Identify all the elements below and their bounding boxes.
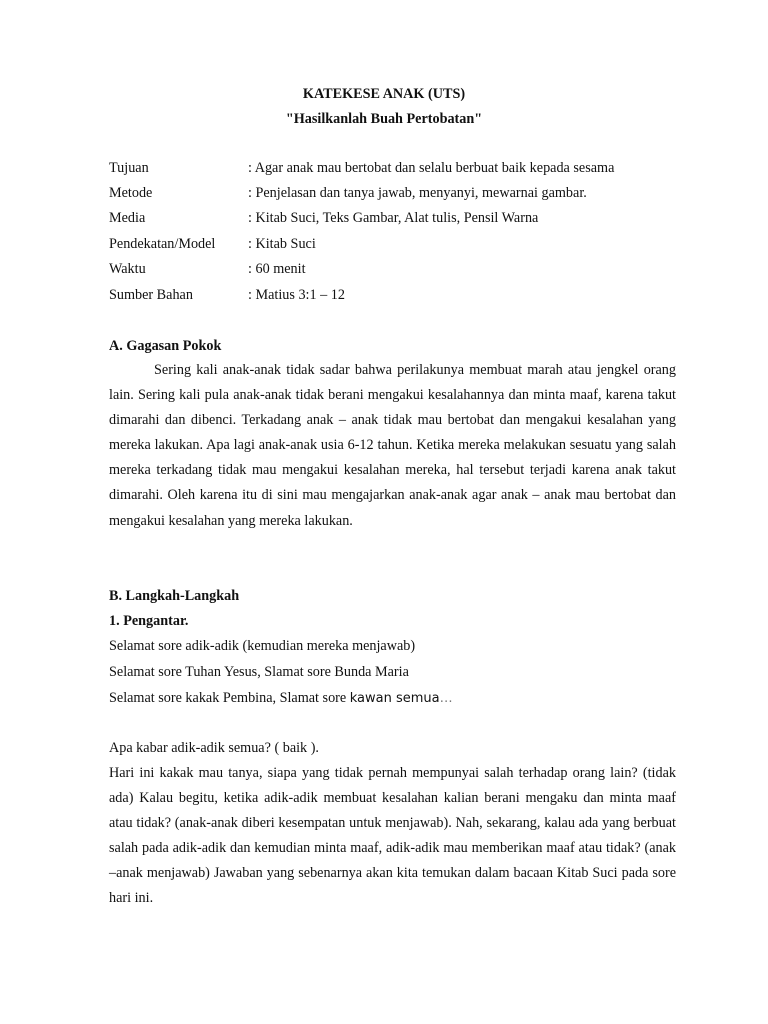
ellipsis: … xyxy=(439,691,453,706)
info-label: Media xyxy=(109,210,146,226)
document-title: KATEKESE ANAK (UTS) xyxy=(302,86,466,102)
document-subtitle: "Hasilkanlah Buah Pertobatan" xyxy=(285,111,483,127)
info-value: : Kitab Suci, Teks Gambar, Alat tulis, Pensil Warna xyxy=(248,210,539,226)
pengantar-heading: 1. Pengantar. xyxy=(109,613,189,629)
section-b-paragraph: Hari ini kakak mau tanya, siapa yang tidak pernah mempunyai salah terhadap orang lain? (tidak ada) Kalau begitu, ketika adik-adik membuat kesalahan kalian berani mengaku dan minta maaf atau tidak? (anak-anak diberi kesempatan untuk menjawab). Nah, sekarang, kalau ada yang berbuat salah pada adik-adik dan kemudian minta maaf, adik-adik mau memberikan maaf atau tidak? (anak –anak menjawab) Jawaban yang sebenarnya akan kita temukan dalam bacaan Kitab Suci pada sore hari ini. xyxy=(109,765,676,907)
section-a-heading: A. Gagasan Pokok xyxy=(109,338,222,354)
section-b-heading: B. Langkah-Langkah xyxy=(109,588,240,604)
question-line: Apa kabar adik-adik semua? ( baik ). xyxy=(109,740,319,756)
greeting-text-sans: kawan semua xyxy=(349,691,440,706)
info-value: : Penjelasan dan tanya jawab, menyanyi, mewarnai gambar. xyxy=(248,185,587,201)
info-label: Pendekatan/Model xyxy=(109,236,216,252)
info-value: : Agar anak mau bertobat dan selalu berbuat baik kepada sesama xyxy=(248,160,615,176)
greeting-line xyxy=(109,690,453,707)
info-label: Sumber Bahan xyxy=(109,287,193,303)
greeting-line: Selamat sore Tuhan Yesus, Slamat sore Bunda Maria xyxy=(109,664,409,680)
info-label: Metode xyxy=(109,185,153,201)
info-value: : 60 menit xyxy=(248,261,306,277)
info-value: : Kitab Suci xyxy=(248,236,316,252)
greeting-line: Selamat sore adik-adik (kemudian mereka menjawab) xyxy=(109,638,416,654)
info-label: Tujuan xyxy=(109,160,149,176)
info-label: Waktu xyxy=(109,261,146,277)
greeting-text: Selamat sore kakak Pembina, Slamat sore xyxy=(109,690,350,706)
info-value: : Matius 3:1 – 12 xyxy=(248,287,345,303)
section-a-paragraph: Sering kali anak-anak tidak sadar bahwa perilakunya membuat marah atau jengkel orang lain. Sering kali pula anak-anak tidak berani mengakui kesalahannya dan minta maaf, karena takut dimarahi dan dibenci. Terkadang anak – anak tidak mau bertobat dan mengakui kesalahan yang mereka lakukan. Apa lagi anak-anak usia 6-12 tahun. Ketika mereka melakukan sesuatu yang salah mereka terkadang tidak mau mengakui kesalahan mereka, hal tersebut terjadi karena anak takut dimarahi. Oleh karena itu di sini mau mengajarkan anak-anak agar anak – anak mau bertobat dan mengakui kesalahan yang mereka lakukan. xyxy=(109,362,676,529)
